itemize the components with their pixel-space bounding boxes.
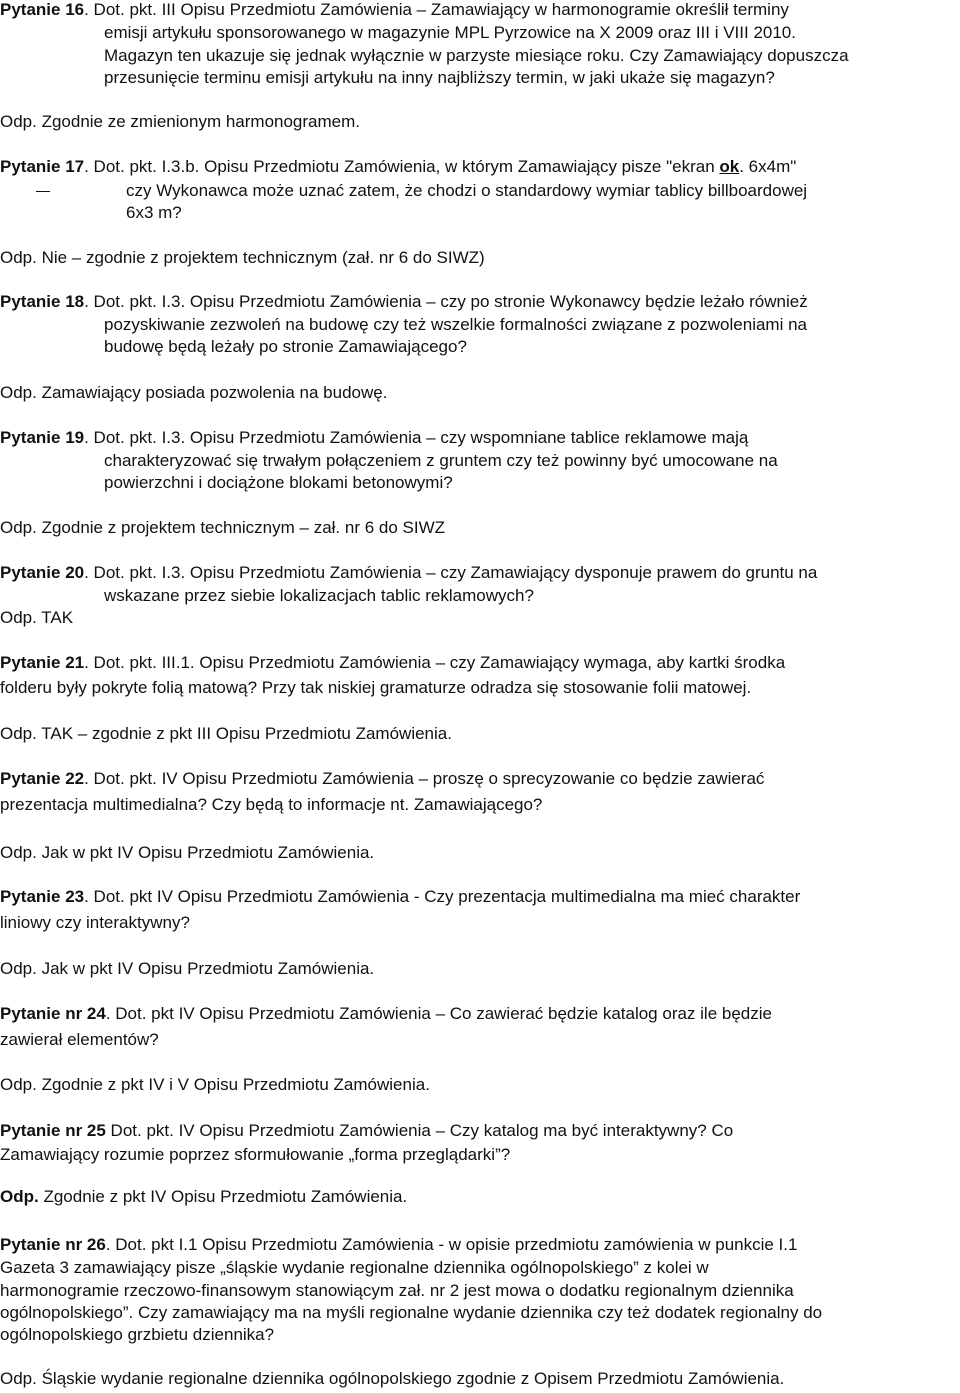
q20-answer: Odp. TAK xyxy=(0,608,74,627)
q16-line-4: przesunięcie terminu emisji artykułu na inny najbliższy termin, w jaki ukaże się magazyn? xyxy=(104,68,775,87)
q16-line-2: emisji artykułu sponsorowanego w magazynie MPL Pyrzowice na X 2009 oraz III i VIII 2010. xyxy=(104,23,796,42)
q20-line-1 xyxy=(0,563,817,583)
q24-line-1 xyxy=(0,1004,772,1024)
q17-answer: Odp. Nie – zgodnie z projektem technicznym (zał. nr 6 do SIWZ) xyxy=(0,248,485,267)
q22-text-1: . Dot. pkt. IV Opisu Przedmiotu Zamówienia – proszę o sprecyzowanie co będzie zawierać xyxy=(84,769,765,788)
q24-line-2: zawierał elementów? xyxy=(0,1030,159,1049)
q19-line-2: charakteryzować się trwałym połączeniem z gruntem czy też powinny być umocowane na xyxy=(104,451,778,470)
q20-line-2: wskazane przez siebie lokalizacjach tablic reklamowych? xyxy=(104,586,534,605)
q17-text-1b: . 6x4m" xyxy=(739,157,797,176)
q17-label: Pytanie 17 xyxy=(0,157,85,176)
q25-label: Pytanie nr 25 xyxy=(0,1121,106,1140)
q24-text-1: . Dot. pkt IV Opisu Przedmiotu Zamówienia – Co zawierać będzie katalog oraz ile będzie xyxy=(105,1004,772,1023)
q26-line-1 xyxy=(0,1235,797,1255)
q25-answer-text: Zgodnie z pkt IV Opisu Przedmiotu Zamówienia. xyxy=(38,1187,408,1206)
q20-text-1: . Dot. pkt. I.3. Opisu Przedmiotu Zamówienia – czy Zamawiający dysponuje prawem do gruntu na xyxy=(84,563,818,582)
q26-label: Pytanie nr 26 xyxy=(0,1235,106,1254)
q26-line-2: Gazeta 3 zamawiający pisze „śląskie wydanie regionalne dziennika ogólnopolskiego” z kolei w xyxy=(0,1258,709,1277)
q16-answer: Odp. Zgodnie ze zmienionym harmonogramem. xyxy=(0,112,360,131)
q19-line-1 xyxy=(0,428,748,448)
q23-label: Pytanie 23 xyxy=(0,887,85,906)
q23-answer: Odp. Jak w pkt IV Opisu Przedmiotu Zamówienia. xyxy=(0,959,375,978)
q26-line-5: ogólnopolskiego grzbietu dziennika? xyxy=(0,1325,275,1344)
q22-line-2: prezentacja multimedialna? Czy będą to informacje nt. Zamawiającego? xyxy=(0,795,543,814)
q16-text-1: . Dot. pkt. III Opisu Przedmiotu Zamówienia – Zamawiający w harmonogramie określił terminy xyxy=(84,0,789,19)
q25-answer xyxy=(0,1187,407,1207)
q17-line-2: czy Wykonawca może uznać zatem, że chodzi o standardowy wymiar tablicy billboardowej xyxy=(126,181,808,200)
q25-text-1: Dot. pkt. IV Opisu Przedmiotu Zamówienia – Czy katalog ma być interaktywny? Co xyxy=(105,1121,734,1140)
q18-line-3: budowę będą leżały po stronie Zamawiającego? xyxy=(104,337,467,356)
q19-label: Pytanie 19 xyxy=(0,428,85,447)
q18-label: Pytanie 18 xyxy=(0,292,85,311)
q26-line-3: harmonogramie rzeczowo-finansowym stanowiącym zał. nr 2 jest mowa o dodatku regionalnym dziennika xyxy=(0,1281,794,1300)
q16-label: Pytanie 16 xyxy=(0,0,85,19)
q17-line-3: 6x3 m? xyxy=(126,203,182,222)
q23-text-1: . Dot. pkt IV Opisu Przedmiotu Zamówienia - Czy prezentacja multimedialna ma mieć charakter xyxy=(84,887,801,906)
q24-label: Pytanie nr 24 xyxy=(0,1004,106,1023)
q21-text-1: . Dot. pkt. III.1. Opisu Przedmiotu Zamówienia – czy Zamawiający wymaga, aby kartki środka xyxy=(84,653,786,672)
q22-line-1 xyxy=(0,769,764,789)
q19-answer: Odp. Zgodnie z projektem technicznym – zał. nr 6 do SIWZ xyxy=(0,518,446,537)
q17-text-1a: . Dot. pkt. I.3.b. Opisu Przedmiotu Zamówienia, w którym Zamawiający pisze "ekran xyxy=(84,157,720,176)
q25-answer-label: Odp. xyxy=(0,1187,39,1206)
q26-line-4: ogólnopolskiego”. Czy zamawiający ma na myśli regionalne wydanie dziennika czy też dodatek regionalny do xyxy=(0,1303,823,1322)
q25-line-2: Zamawiający rozumie poprzez sformułowanie „forma przeglądarki”? xyxy=(0,1145,511,1164)
q21-line-1 xyxy=(0,653,785,673)
q23-line-1 xyxy=(0,887,800,907)
q19-line-3: powierzchni i dociążone blokami betonowymi? xyxy=(104,473,453,492)
q18-text-1: . Dot. pkt. I.3. Opisu Przedmiotu Zamówienia – czy po stronie Wykonawcy będzie leżało również xyxy=(84,292,808,311)
q22-label: Pytanie 22 xyxy=(0,769,85,788)
q24-answer: Odp. Zgodnie z pkt IV i V Opisu Przedmiotu Zamówienia. xyxy=(0,1075,430,1094)
q17-line-1 xyxy=(0,157,796,177)
q21-label: Pytanie 21 xyxy=(0,653,85,672)
q26-text-1: . Dot. pkt I.1 Opisu Przedmiotu Zamówienia - w opisie przedmiotu zamówienia w punkcie I.1 xyxy=(105,1235,798,1254)
q18-line-1 xyxy=(0,292,808,312)
q19-text-1: . Dot. pkt. I.3. Opisu Przedmiotu Zamówienia – czy wspomniane tablice reklamowe mają xyxy=(84,428,749,447)
q25-line-1 xyxy=(0,1121,733,1141)
q20-label: Pytanie 20 xyxy=(0,563,85,582)
q22-answer: Odp. Jak w pkt IV Opisu Przedmiotu Zamówienia. xyxy=(0,843,375,862)
em-dash-mark xyxy=(36,191,50,192)
q18-answer: Odp. Zamawiający posiada pozwolenia na budowę. xyxy=(0,383,388,402)
q16-line-1 xyxy=(0,0,789,20)
q21-line-2: folderu były pokryte folią matową? Przy tak niskiej gramaturze odradza się stosowanie folii matowej. xyxy=(0,678,752,697)
q26-answer: Odp. Śląskie wydanie regionalne dziennika ogólnopolskiego zgodnie z Opisem Przedmiotu Zamówienia. xyxy=(0,1369,785,1388)
q18-line-2: pozyskiwanie zezwoleń na budowę czy też wszelkie formalności związane z pozwoleniami na xyxy=(104,315,808,334)
q21-answer: Odp. TAK – zgodnie z pkt III Opisu Przedmiotu Zamówienia. xyxy=(0,724,452,743)
q17-underlined-word: ok xyxy=(719,157,740,176)
q16-line-3: Magazyn ten ukazuje się jednak wyłącznie w parzyste miesiące roku. Czy Zamawiający dopuszcza xyxy=(104,46,849,65)
q23-line-2: liniowy czy interaktywny? xyxy=(0,913,190,932)
